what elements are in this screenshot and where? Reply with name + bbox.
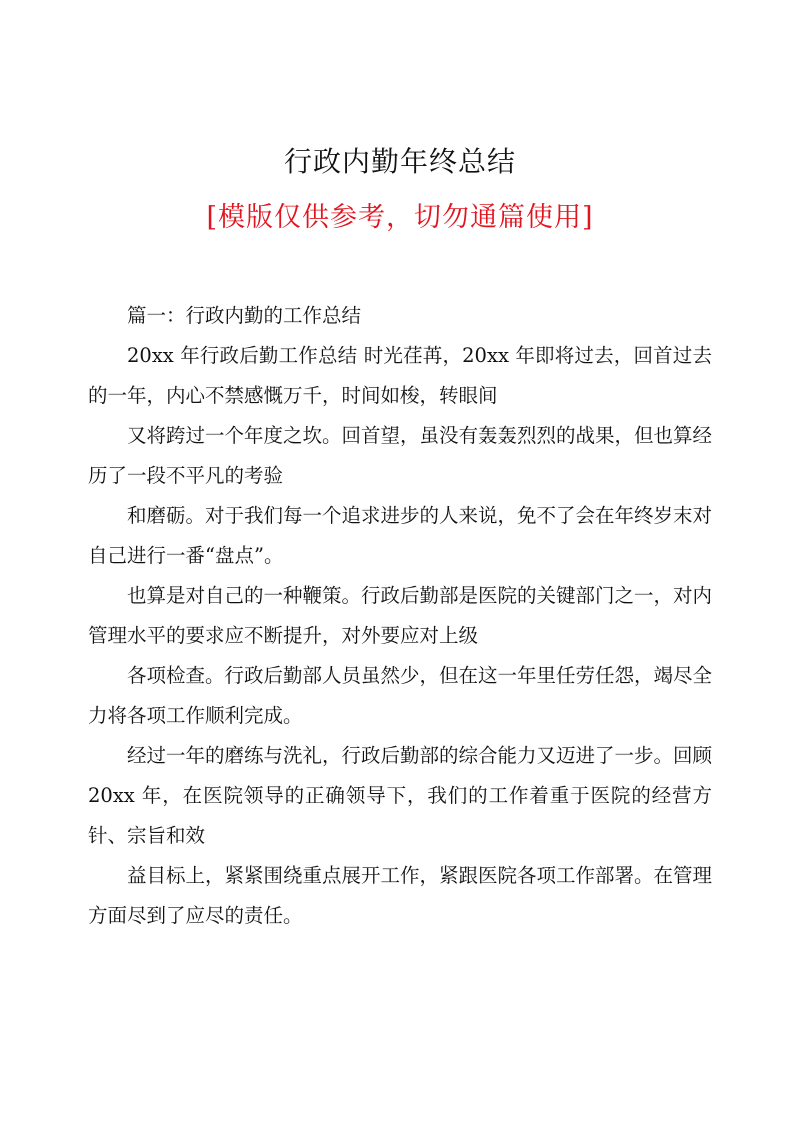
paragraph: 经过一年的磨练与洗礼，行政后勤部的综合能力又迈进了一步。回顾 20xx 年，在医院领导的正确领导下，我们的工作着重于医院的经营方针、宗旨和效	[88, 744, 713, 847]
paragraph: 20xx 年行政后勤工作总结 时光荏苒，20xx 年即将过去，回首过去的一年，内心不禁感慨万千，时间如梭，转眼间	[88, 344, 712, 407]
document-title: 行政内勤年终总结	[283, 145, 516, 178]
paragraph: 也算是对自己的一种鞭策。行政后勤部是医院的关键部门之一，对内管理水平的要求应不断提升，对外要应对上级	[88, 584, 713, 647]
document-body	[88, 296, 712, 936]
paragraph: 益目标上，紧紧围绕重点展开工作，紧跟医院各项工作部署。在管理方面尽到了应尽的责任。	[88, 864, 713, 927]
paragraph: 各项检查。行政后勤部人员虽然少，但在这一年里任劳任怨，竭尽全力将各项工作顺利完成。	[88, 664, 713, 727]
template-notice: [模版仅供参考，切勿通篇使用]	[206, 202, 594, 233]
paragraph: 又将跨过一个年度之坎。回首望，虽没有轰轰烈烈的战果，但也算经历了一段不平凡的考验	[88, 424, 713, 487]
paragraph-heading: 篇一：行政内勤的工作总结	[127, 304, 362, 327]
paragraph: 和磨砺。对于我们每一个追求进步的人来说，免不了会在年终岁末对自己进行一番“盘点”。	[88, 504, 713, 567]
